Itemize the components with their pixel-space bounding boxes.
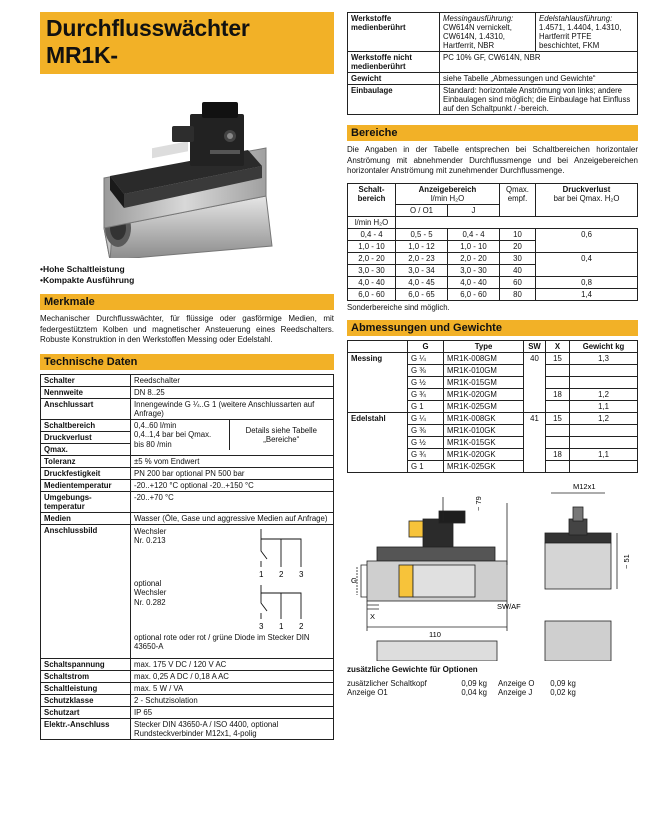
left-column xyxy=(40,12,334,740)
type-cell: MR1K-025GK xyxy=(444,460,524,472)
messing-heading: Messingausführung: xyxy=(443,14,514,23)
option-label: Anzeige O xyxy=(498,678,535,688)
table-row xyxy=(41,682,334,694)
weight-cell: 1,3 xyxy=(570,352,638,364)
x-cell: 18 xyxy=(546,388,570,400)
x-cell: 18 xyxy=(546,448,570,460)
material-group: Messing xyxy=(348,352,408,412)
pin-3: 3 xyxy=(299,569,304,579)
table-row xyxy=(41,398,334,419)
wechsler-number: Nr. 0.213 xyxy=(134,536,166,545)
dim-110: 110 xyxy=(429,629,441,639)
row-key: Schaltleistung xyxy=(41,682,131,694)
table-row xyxy=(348,73,638,85)
technical-drawing-icon xyxy=(347,481,638,661)
right-column xyxy=(347,12,638,697)
table-row xyxy=(348,352,638,364)
table-cell: 80 xyxy=(500,288,536,300)
table-header-row xyxy=(348,340,638,352)
dim-79: ~ 79 xyxy=(474,495,483,511)
table-cell: 2,0 - 23 xyxy=(396,252,448,264)
table-row xyxy=(348,52,638,73)
edelstahl-cell xyxy=(536,13,638,52)
table-cell: 1,0 - 10 xyxy=(448,240,500,252)
weight-cell: 1,1 xyxy=(570,400,638,412)
table-row xyxy=(41,512,334,524)
table-row xyxy=(41,491,334,512)
table-cell: 3,0 - 30 xyxy=(448,264,500,276)
sw-cell: 41 xyxy=(524,412,546,472)
werkstoffe-table xyxy=(347,12,638,115)
col-header: SW xyxy=(524,340,546,352)
table-cell: 20 xyxy=(500,240,536,252)
table-row xyxy=(348,13,638,52)
type-cell: MR1K-008GK xyxy=(444,412,524,424)
section-header-technische-daten: Technische Daten xyxy=(40,354,334,370)
type-cell: MR1K-010GM xyxy=(444,364,524,376)
weight-cell: 1,2 xyxy=(570,412,638,424)
option-label: Anzeige O1 xyxy=(347,687,388,697)
sw-cell: 40 xyxy=(524,352,546,412)
material-group: Edelstahl xyxy=(348,412,408,472)
row-key: Schutzart xyxy=(41,706,131,718)
weight-cell xyxy=(570,376,638,388)
row-key: Einbaulage xyxy=(348,85,440,115)
row-key: Schutzklasse xyxy=(41,694,131,706)
title-line-2: MR1K- xyxy=(46,42,118,68)
table-row xyxy=(41,419,334,431)
row-value: bis 80 /min xyxy=(134,439,172,449)
anschluss-text-2 xyxy=(134,579,166,608)
option-value: 0,02 kg xyxy=(550,687,576,697)
row-value: siehe Tabelle „Abmessungen und Gewichte“ xyxy=(440,73,638,85)
x-cell xyxy=(546,364,570,376)
header-qmax xyxy=(500,183,536,216)
header-unit: bar bei Qmax. H₂O xyxy=(553,193,620,203)
table-row xyxy=(41,658,334,670)
row-value: Innengewinde G ¼..G 1 (weitere Anschlussarten auf Anfrage) xyxy=(131,398,334,419)
abmessungen-table xyxy=(347,340,638,473)
x-cell xyxy=(546,424,570,436)
row-value: max. 175 V DC / 120 V AC xyxy=(131,658,334,670)
option-value: 0,09 kg xyxy=(461,678,487,688)
col-header xyxy=(348,340,408,352)
pin-1b: 1 xyxy=(279,621,284,631)
table-cell: 2,0 - 20 xyxy=(348,252,396,264)
weight-cell xyxy=(570,436,638,448)
table-row xyxy=(348,412,638,424)
table-cell: 10 xyxy=(500,228,536,240)
row-key: Schaltspannung xyxy=(41,658,131,670)
wiring-diagram-icon xyxy=(221,527,321,631)
table-row xyxy=(41,467,334,479)
row-key: Werkstoffe nicht medienberührt xyxy=(348,52,440,73)
thread-cell: G ¾ xyxy=(408,448,444,460)
table-row xyxy=(41,670,334,682)
x-cell xyxy=(546,460,570,472)
table-row xyxy=(41,706,334,718)
weight-cell: 1,2 xyxy=(570,388,638,400)
table-row xyxy=(348,252,638,264)
table-cell: 6,0 - 60 xyxy=(348,288,396,300)
dimension-drawing xyxy=(347,481,638,661)
bereiche-body xyxy=(348,228,638,300)
table-row xyxy=(41,524,334,658)
table-header-row xyxy=(348,183,638,204)
table-cell: 3,0 - 34 xyxy=(396,264,448,276)
messing-cell xyxy=(440,13,536,52)
type-cell: MR1K-025GM xyxy=(444,400,524,412)
dim-x: X xyxy=(370,611,376,621)
row-key: Druckfestigkeit xyxy=(41,467,131,479)
edelstahl-heading: Edelstahlausführung: xyxy=(539,14,613,23)
x-cell: 15 xyxy=(546,352,570,364)
row-value: max. 5 W / VA xyxy=(131,682,334,694)
table-cell: 6,0 - 60 xyxy=(448,288,500,300)
table-row xyxy=(348,85,638,115)
table-row xyxy=(41,386,334,398)
row-value: IP 65 xyxy=(131,706,334,718)
edelstahl-text: 1.4571, 1.4404, 1.4310, Hartferrit PTFE beschichtet, FKM xyxy=(539,23,622,50)
pin-3b: 3 xyxy=(259,621,264,631)
feature-list xyxy=(40,264,334,286)
table-row xyxy=(347,688,587,697)
table-cell: 1,0 - 12 xyxy=(396,240,448,252)
header-anzeigebereich xyxy=(396,183,500,204)
table-row xyxy=(348,228,638,240)
row-value: PC 10% GF, CW614N, NBR xyxy=(440,52,638,73)
option-label: Anzeige J xyxy=(498,687,533,697)
thread-cell: G ⅜ xyxy=(408,424,444,436)
row-key: Medien xyxy=(41,512,131,524)
table-cell: 40 xyxy=(500,264,536,276)
row-key: Schaltbereich xyxy=(41,419,131,431)
header-druckverlust xyxy=(536,183,638,216)
row-value: Wasser (Öle, Gase und aggressive Medien auf Anfrage) xyxy=(131,512,334,524)
dim-51: ~ 51 xyxy=(622,553,631,569)
table-row xyxy=(41,479,334,491)
details-note: Details siehe Tabelle „Bereiche“ xyxy=(245,425,317,444)
thread-cell: G ¼ xyxy=(408,412,444,424)
dim-g: G xyxy=(351,575,357,585)
col-header: Type xyxy=(444,340,524,352)
title-line-1: Durchflusswächter xyxy=(46,15,250,41)
col-header: X xyxy=(546,340,570,352)
row-key: Gewicht xyxy=(348,73,440,85)
header-unit: l/min H₂O xyxy=(430,193,465,203)
range-values xyxy=(131,420,229,451)
thread-cell: G 1 xyxy=(408,400,444,412)
row-key: Qmax. xyxy=(41,443,131,455)
option-value: 0,04 kg xyxy=(461,687,487,697)
table-row xyxy=(41,718,334,739)
row-key: Medientemperatur xyxy=(41,479,131,491)
row-value: 2 - Schutzisolation xyxy=(131,694,334,706)
table-row xyxy=(41,694,334,706)
thread-cell: G 1 xyxy=(408,460,444,472)
weight-cell xyxy=(570,364,638,376)
thread-cell: G ¼ xyxy=(408,352,444,364)
row-key: Elektr.-Anschluss xyxy=(41,718,131,739)
table-cell: 3,0 - 30 xyxy=(348,264,396,276)
row-key: Schalter xyxy=(41,374,131,386)
x-cell xyxy=(546,436,570,448)
type-cell: MR1K-010GK xyxy=(444,424,524,436)
row-key: Druckverlust xyxy=(41,431,131,443)
weight-cell xyxy=(570,460,638,472)
type-cell: MR1K-008GM xyxy=(444,352,524,364)
header-label: Schalt-bereich xyxy=(357,184,386,203)
section-header-merkmale: Merkmale xyxy=(40,294,334,310)
header-schaltbereich xyxy=(348,183,396,216)
product-photo xyxy=(40,78,334,258)
options-heading: zusätzliche Gewichte für Optionen xyxy=(347,664,478,674)
header-label: Druckverlust xyxy=(562,184,611,194)
weight-cell: 1,1 xyxy=(570,448,638,460)
type-cell: MR1K-020GK xyxy=(444,448,524,460)
feature-item: •Kompakte Ausführung xyxy=(40,275,135,285)
options-table xyxy=(347,679,587,697)
row-value: Standard: horizontale Anströmung von links; andere Einbaulagen sind möglich; die Einbaulage hat Einfluss auf den Schaltpunkt / -bereich. xyxy=(440,85,638,115)
col-header: G xyxy=(408,340,444,352)
row-value: PN 200 bar optional PN 500 bar xyxy=(131,467,334,479)
optional-label: optional xyxy=(134,578,162,588)
col-header: Gewicht kg xyxy=(570,340,638,352)
x-cell: 15 xyxy=(546,412,570,424)
table-cell: 0,4 - 4 xyxy=(348,228,396,240)
table-cell: 6,0 - 65 xyxy=(396,288,448,300)
row-value: Stecker DIN 43650-A / ISO 4400, optional Rundsteckverbinder M12x1, 4-polig xyxy=(131,718,334,739)
row-value: DN 8..25 xyxy=(131,386,334,398)
flow-switch-illustration xyxy=(40,78,334,258)
table-cell: 1,0 - 10 xyxy=(348,240,396,252)
anschlussbild-cell xyxy=(131,524,334,658)
merkmale-text: Mechanischer Durchflusswächter, für flüssige oder gasförmige Medien, mit federgestütztem Kolben und magnetischer Ansteuerung eines Reedschalters. Robuste Konstruktion in den Werkstoffen Messing oder Edelstahl. xyxy=(40,314,334,344)
pin-1: 1 xyxy=(259,569,264,579)
option-value: 0,09 kg xyxy=(550,678,576,688)
bereiche-table xyxy=(347,183,638,301)
table-cell: 2,0 - 20 xyxy=(448,252,500,264)
x-cell xyxy=(546,400,570,412)
table-cell: 4,0 - 40 xyxy=(448,276,500,288)
table-cell: 1,4 xyxy=(536,288,638,300)
row-value: 0,4..1,4 bar bei Qmax. xyxy=(134,430,212,439)
row-key: Werkstoffe medienberührt xyxy=(348,13,440,52)
type-cell: MR1K-020GM xyxy=(444,388,524,400)
table-header-row xyxy=(348,216,638,228)
table-row xyxy=(347,679,587,688)
row-key: Umgebungs-temperatur xyxy=(41,491,131,512)
type-cell: MR1K-015GM xyxy=(444,376,524,388)
table-cell: 4,0 - 40 xyxy=(348,276,396,288)
table-cell: 0,4 - 4 xyxy=(448,228,500,240)
sonderbereiche-note: Sonderbereiche sind möglich. xyxy=(347,302,450,312)
wechsler-label: Wechsler xyxy=(134,526,167,536)
thread-cell: G ½ xyxy=(408,436,444,448)
table-cell: 0,4 xyxy=(536,252,638,276)
title-box xyxy=(40,12,334,74)
thread-cell: G ¾ xyxy=(408,388,444,400)
row-value: -20..+70 °C xyxy=(131,491,334,512)
messing-text: CW614N vernickelt, CW614N, 1.4310, Hartferrit, NBR xyxy=(443,23,512,50)
bereiche-text: Die Angaben in der Tabelle entsprechen bei Schaltbereichen horizontaler Anströmung mit abnehmender Durchflussmenge und bei Anzeigebereichen horizontaler Anströmung mit zunehmender Durchflussmenge. xyxy=(347,145,638,175)
row-value: -20..+120 °C optional -20..+150 °C xyxy=(131,479,334,491)
row-value: Reedschalter xyxy=(131,374,334,386)
row-key: Anschlussbild xyxy=(41,524,131,658)
subheader-j: J xyxy=(448,204,500,216)
table-row xyxy=(41,455,334,467)
option-label: zusätzlicher Schaltkopf xyxy=(347,678,427,688)
table-cell: 30 xyxy=(500,252,536,264)
section-header-abmessungen: Abmessungen und Gewichte xyxy=(347,320,638,336)
diode-note: optional rote oder rot / grüne Diode im Stecker DIN 43650-A xyxy=(134,632,310,651)
row-key: Toleranz xyxy=(41,455,131,467)
table-row xyxy=(41,374,334,386)
row-value: 0,4..60 l/min xyxy=(134,420,177,430)
table-cell: 0,8 xyxy=(536,276,638,288)
thread-cell: G ⅜ xyxy=(408,364,444,376)
weight-cell xyxy=(570,424,638,436)
header-label: Anzeigebereich xyxy=(418,184,477,194)
abmessungen-body xyxy=(348,352,638,472)
table-row xyxy=(348,276,638,288)
wechsler-label: Wechsler xyxy=(134,588,167,597)
pin-2: 2 xyxy=(279,569,284,579)
pin-2b: 2 xyxy=(299,621,304,631)
table-row xyxy=(348,288,638,300)
table-cell: 60 xyxy=(500,276,536,288)
table-cell: 0,5 - 5 xyxy=(396,228,448,240)
row-key: Anschlussart xyxy=(41,398,131,419)
section-header-bereiche: Bereiche xyxy=(347,125,638,141)
subheader-o: O / O1 xyxy=(396,204,448,216)
dim-sw: SW/AF xyxy=(497,601,521,611)
technische-daten-table xyxy=(40,374,334,740)
thread-cell: G ½ xyxy=(408,376,444,388)
header-label: Qmax. empf. xyxy=(506,184,529,203)
wechsler-number: Nr. 0.282 xyxy=(134,597,166,607)
header-unit: l/min H₂O xyxy=(348,216,396,228)
anschluss-text-1 xyxy=(134,527,166,546)
row-value: ±5 % vom Endwert xyxy=(131,455,334,467)
row-key: Nennweite xyxy=(41,386,131,398)
options-block xyxy=(347,665,638,697)
row-value: max. 0,25 A DC / 0,18 A AC xyxy=(131,670,334,682)
x-cell xyxy=(546,376,570,388)
row-key: Schaltstrom xyxy=(41,670,131,682)
dim-m12: M12x1 xyxy=(573,481,596,491)
table-cell: 0,6 xyxy=(536,228,638,252)
feature-item: •Hohe Schaltleistung xyxy=(40,264,125,274)
type-cell: MR1K-015GK xyxy=(444,436,524,448)
range-cell xyxy=(131,419,334,455)
table-cell: 4,0 - 45 xyxy=(396,276,448,288)
